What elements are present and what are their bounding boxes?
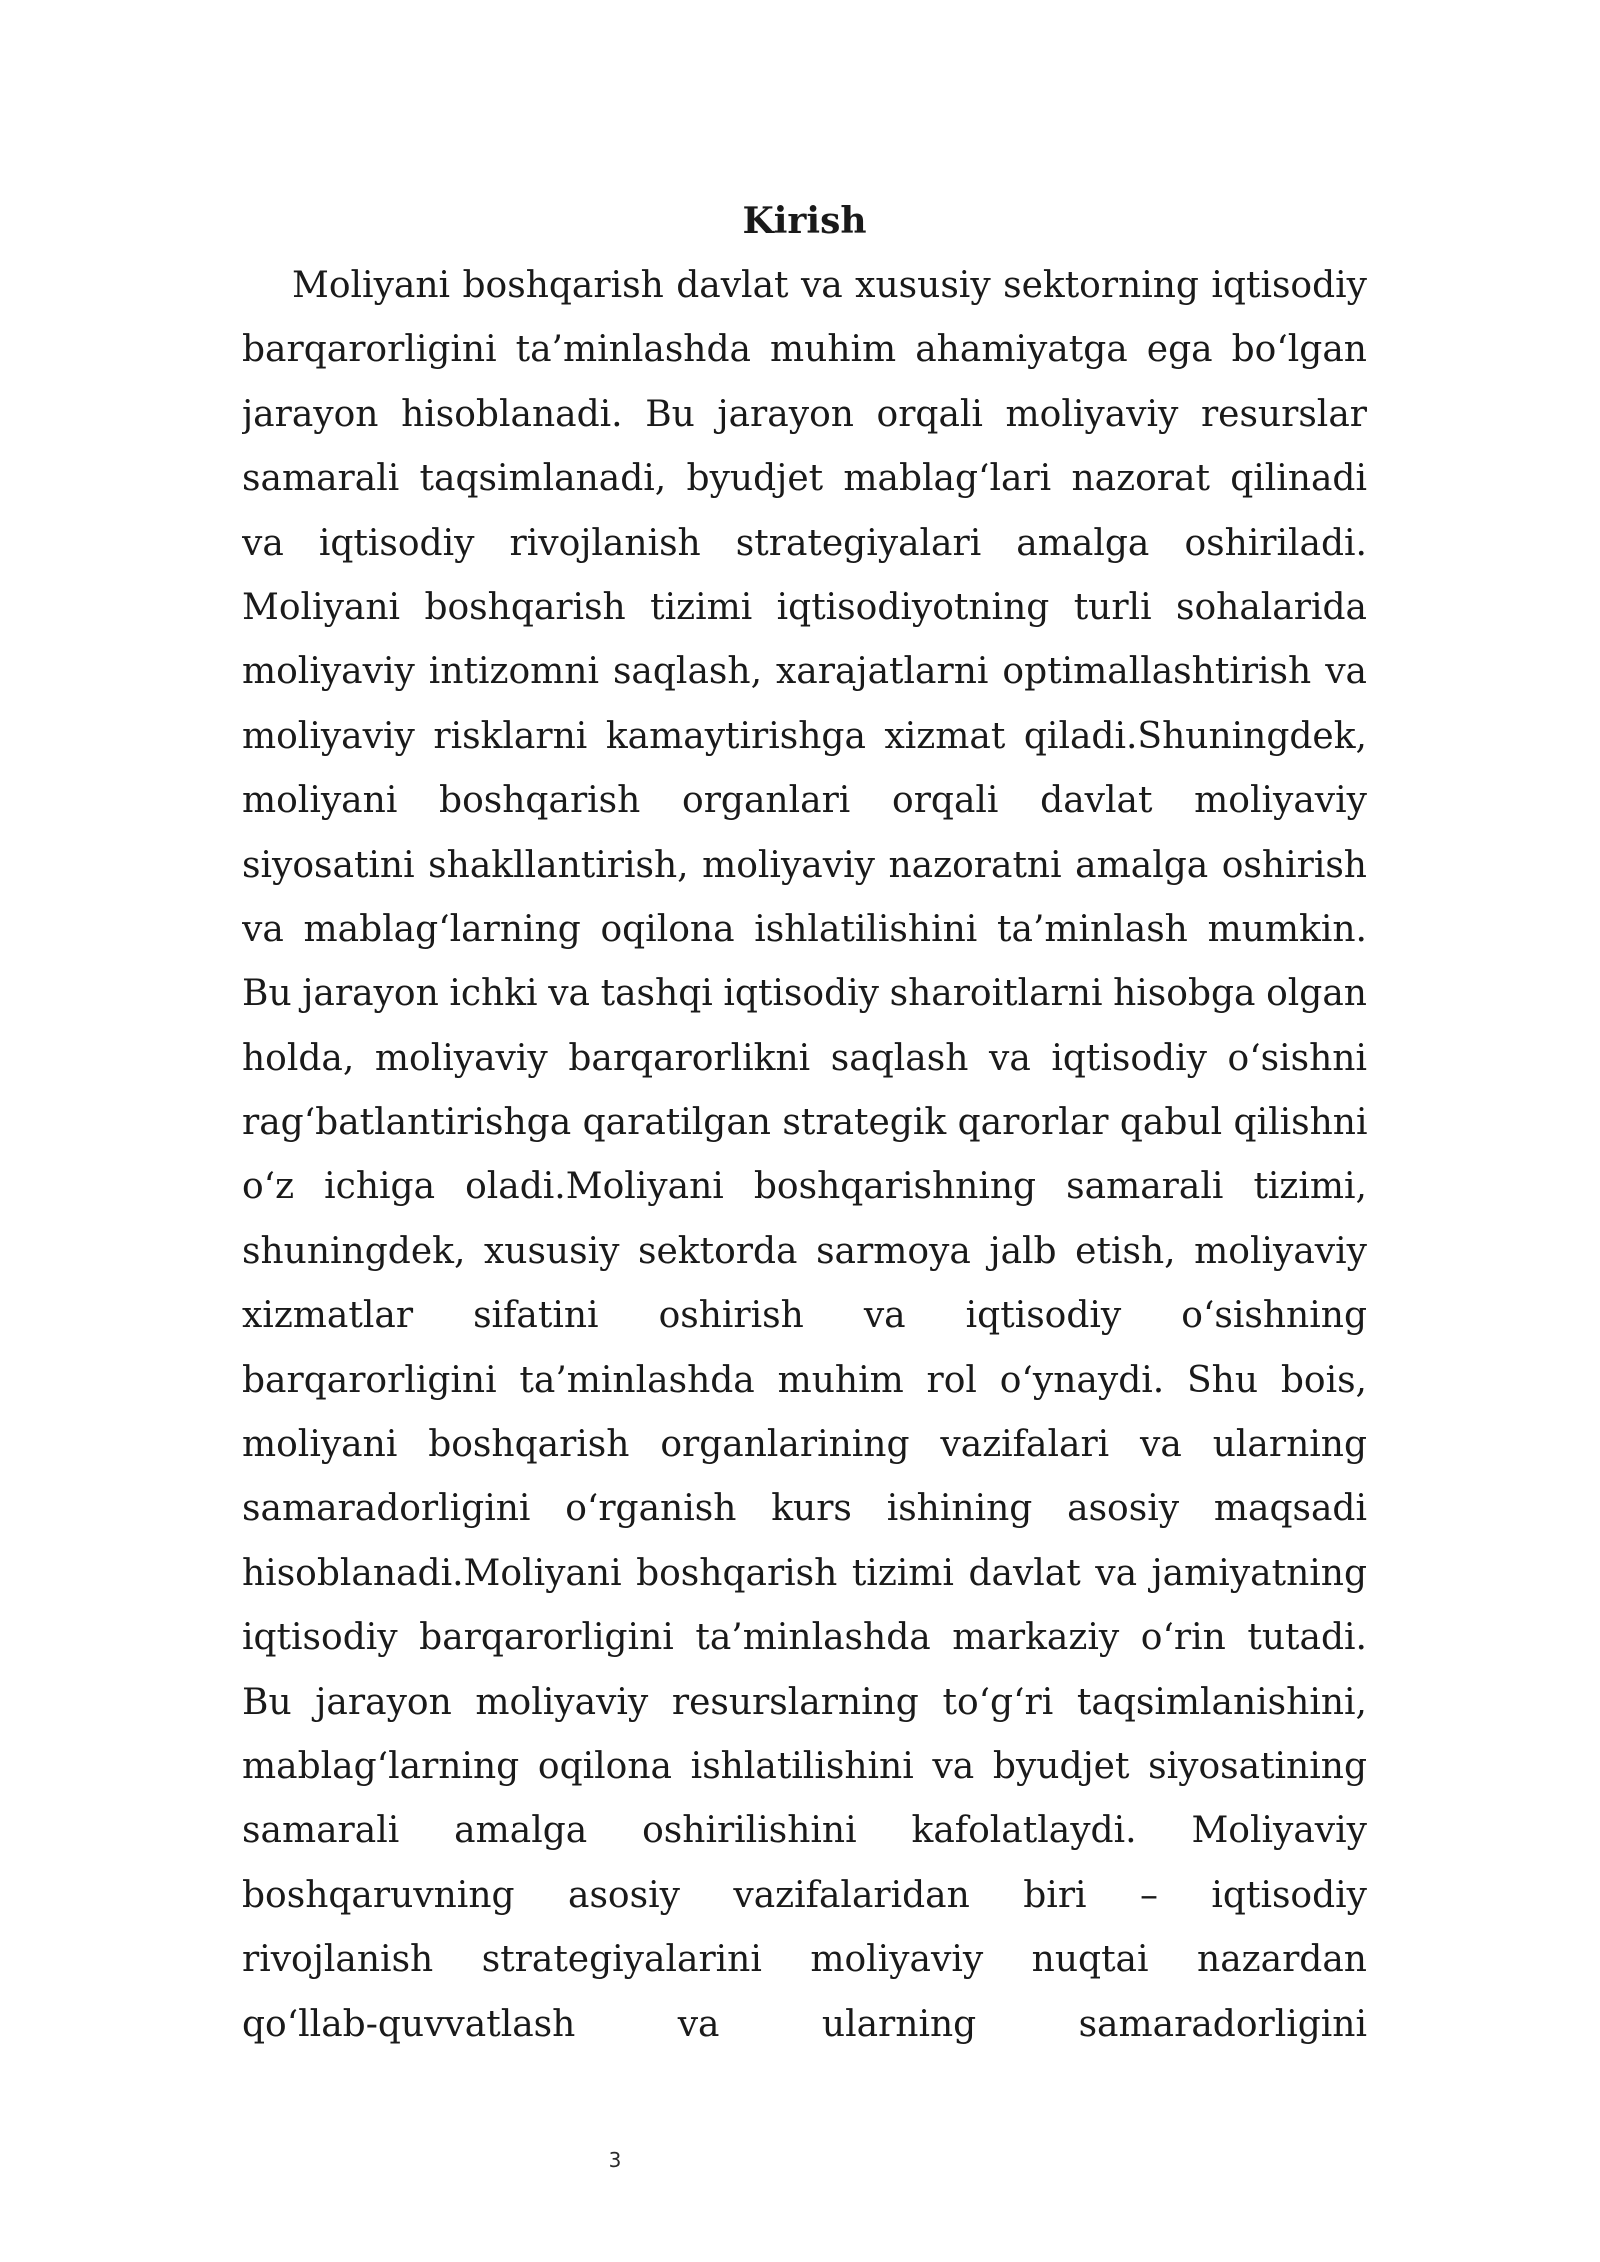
text-line: iqtisodiy barqarorligini ta’minlashda markaziy o‘rin tutadi.: [242, 1617, 1367, 1659]
text-line: xizmatlar sifatini oshirish va iqtisodiy o‘sishning: [242, 1295, 1367, 1337]
page-number: 3: [608, 2148, 622, 2172]
text-line: Bu jarayon moliyaviy resurslarning to‘g‘ri taqsimlanishini,: [242, 1681, 1367, 1723]
text-line: samarali amalga oshirilishini kafolatlaydi. Moliyaviy: [242, 1810, 1367, 1852]
text-line: mablag‘larning oqilona ishlatilishini va byudjet siyosatining: [242, 1745, 1367, 1787]
text-line: samaradorligini o‘rganish kurs ishining asosiy maqsadi: [242, 1488, 1367, 1530]
text-line: rivojlanish strategiyalarini moliyaviy nuqtai nazardan: [242, 1939, 1367, 1981]
text-line: barqarorligini ta’minlashda muhim rol o‘ynaydi. Shu bois,: [242, 1359, 1367, 1401]
text-line: va mablag‘larning oqilona ishlatilishini ta’minlash mumkin.: [242, 908, 1367, 950]
text-line: barqarorligini ta’minlashda muhim ahamiyatga ega bo‘lgan: [242, 329, 1367, 371]
text-line: qo‘llab-quvvatlash va ularning samaradorligini: [242, 2003, 1367, 2045]
text-line: moliyaviy intizomni saqlash, xarajatlarni optimallashtirish va: [242, 651, 1367, 693]
text-line: jarayon hisoblanadi. Bu jarayon orqali moliyaviy resurslar: [242, 393, 1367, 435]
text-line: Bu jarayon ichki va tashqi iqtisodiy sharoitlarni hisobga olgan: [242, 973, 1367, 1015]
text-line: Moliyani boshqarish davlat va xususiy sektorning iqtisodiy: [292, 265, 1367, 306]
text-line: moliyani boshqarish organlarining vazifalari va ularning: [242, 1424, 1367, 1466]
section-title: Kirish: [742, 200, 867, 242]
text-line: rag‘batlantirishga qaratilgan strategik qarorlar qabul qilishni: [242, 1102, 1367, 1144]
text-line: siyosatini shakllantirish, moliyaviy nazoratni amalga oshirish: [242, 844, 1367, 886]
text-line: boshqaruvning asosiy vazifalaridan biri – iqtisodiy: [242, 1874, 1367, 1916]
text-line: moliyaviy risklarni kamaytirishga xizmat qiladi.Shuningdek,: [242, 715, 1367, 757]
body-paragraph: [242, 254, 1367, 2057]
text-line: samarali taqsimlanadi, byudjet mablag‘lari nazorat qilinadi: [242, 458, 1367, 500]
text-line: va iqtisodiy rivojlanish strategiyalari amalga oshiriladi.: [242, 522, 1367, 564]
text-line: o‘z ichiga oladi.Moliyani boshqarishning samarali tizimi,: [242, 1166, 1367, 1208]
text-line: moliyani boshqarish organlari orqali davlat moliyaviy: [242, 780, 1367, 822]
text-line: Moliyani boshqarish tizimi iqtisodiyotning turli sohalarida: [242, 586, 1367, 628]
text-line: shuningdek, xususiy sektorda sarmoya jalb etish, moliyaviy: [242, 1230, 1367, 1272]
text-line: hisoblanadi.Moliyani boshqarish tizimi davlat va jamiyatning: [242, 1552, 1367, 1594]
text-line: holda, moliyaviy barqarorlikni saqlash va iqtisodiy o‘sishni: [242, 1037, 1367, 1079]
